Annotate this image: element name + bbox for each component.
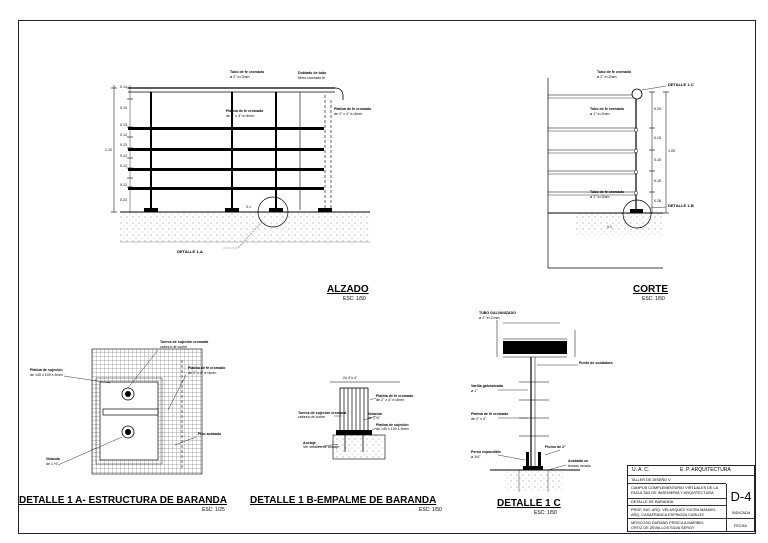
det-b-platina-suj-sublabel: de 140 x 100 x 6mm bbox=[376, 427, 409, 431]
corte-tubo3-sublabel: ø 1" e=2mm bbox=[590, 195, 610, 199]
det-b-tuerca-sublabel: cabeza de coche bbox=[298, 415, 326, 419]
det-a-tuerca-label: Tuerca de sujeción cromada bbox=[160, 340, 209, 344]
detalle-1c-title: DETALLE 1 C bbox=[497, 498, 561, 509]
alzado-platina1-label: Platina de fe cromado bbox=[226, 109, 264, 113]
corte-tubo2-sublabel: ø 1" e=2mm bbox=[590, 112, 610, 116]
det-a-platina-fe-label: Platina de fe cromado bbox=[188, 366, 226, 370]
alzado-tubo-label: Tubo de fe cromado bbox=[230, 70, 265, 74]
corte-tubo2-label: Tubo de fe cromado bbox=[590, 107, 625, 111]
detalle-1b-scale: ESC: 1/50 bbox=[419, 507, 442, 513]
corte-tubo3-label: Tubo de fe cromado bbox=[590, 190, 625, 194]
tb-header-row bbox=[628, 466, 755, 476]
corte-dim-4: 0.28 bbox=[654, 199, 661, 203]
det-b-anclaje-sublabel: Ver detalles de anclaje bbox=[303, 445, 340, 449]
corte-scale: ESC: 1/50 bbox=[642, 296, 665, 302]
alzado-level-label: 0.1 bbox=[246, 205, 251, 209]
tb-sheet-name: DETALLE DE BARANDA bbox=[631, 500, 674, 504]
alzado-platina1-sublabel: de 2" x 4" e=4mm bbox=[226, 114, 255, 118]
det-b-volada-sublabel: de 1 ½" bbox=[368, 416, 381, 420]
det-c-plomo-label: Plomo de 2" bbox=[545, 445, 566, 449]
tb-uac: U. A. C. bbox=[632, 467, 650, 473]
tb-alum-line1: MOSCOSO DURAND PRISCILA MARIBEL bbox=[631, 521, 704, 525]
det-c-varilla-sublabel: ø 1" bbox=[471, 389, 478, 393]
det-c-varilla-label: Varilla galvanizada bbox=[471, 384, 503, 388]
alzado-platina2-label: Platina de fe cromado bbox=[334, 107, 372, 111]
corte-dim-0: 0.29 bbox=[654, 107, 661, 111]
tb-alum-line2: ORTIZ DE ZEVALLOS SILVA SERGY bbox=[631, 526, 695, 530]
det-a-tuerca-sublabel: cabeza de coche bbox=[160, 345, 188, 349]
detalle-1a-drawing bbox=[58, 349, 202, 474]
tb-date: FECHA bbox=[734, 524, 747, 528]
det-b-top-label: 2o 2"x 4" bbox=[343, 376, 358, 380]
alzado-scale: ESC: 1/50 bbox=[343, 296, 366, 302]
det-c-tubo-sublabel: ø 2" e=2 mm bbox=[479, 316, 500, 320]
detalle-1c-drawing bbox=[490, 320, 580, 492]
det-a-platina-fe-sublabel: de 2" x 4" e=4mm bbox=[188, 371, 217, 375]
det-b-platina-suj-label: Platina de sujeción bbox=[376, 423, 409, 427]
tb-alumni-row bbox=[628, 519, 755, 532]
tb-school: E. P. ARQUITECTURA bbox=[680, 467, 731, 473]
det-a-volada-label: Volanda bbox=[46, 457, 60, 461]
det-b-anclaje-label: Anclaje bbox=[303, 441, 316, 445]
corte-total-dim: 1.05 bbox=[668, 149, 675, 153]
corte-dim-3: 0.15 bbox=[654, 179, 661, 183]
alzado-doblado-sublabel: fierro cromado fe bbox=[298, 76, 326, 80]
alzado-dim-2: 0.13 bbox=[120, 123, 127, 127]
detalle-1b-title: DETALLE 1 B-EMPALME DE BARANDA bbox=[250, 495, 437, 506]
det-a-volada-sublabel: de 1 ½" bbox=[46, 462, 59, 466]
det-b-tuerca-label: Tuerca de sujeción cromada bbox=[298, 411, 347, 415]
det-a-platina-suj-label: Platina de sujeción bbox=[30, 368, 63, 372]
corte-dim-1: 0.15 bbox=[654, 136, 661, 140]
tb-prof-line1: PROF. ING. ARQ. VELASQUEZ YUCRA MANUEL bbox=[631, 508, 716, 512]
det-c-tubo-label: TUBO GALVANIZADO bbox=[479, 311, 516, 315]
det-c-acabado-label: Acabado en bbox=[568, 459, 589, 463]
det-a-piso-label: Piso acabado bbox=[198, 432, 222, 436]
det-a-platina-suj-sublabel: de 140 x 100 x 6mm bbox=[30, 373, 63, 377]
det-c-punto-label: Punto de soldadura bbox=[579, 361, 613, 365]
det-c-acabado-sublabel: terrazo lavado bbox=[568, 464, 591, 468]
corte-tubo1-sublabel: ø 2" e=2mm bbox=[597, 75, 617, 79]
det-b-platina-label: Platina de fe cromado bbox=[376, 394, 414, 398]
det-b-volada-label: Volanda bbox=[368, 412, 382, 416]
alzado-dim-8: 0.23 bbox=[120, 198, 127, 202]
alzado-dim-7: 0.12 bbox=[120, 183, 127, 187]
alzado-doblado-label: Doblado de tubo bbox=[298, 71, 327, 75]
tb-scale-label: INDICADA bbox=[732, 511, 751, 515]
alzado-detalle-1a-callout: DETALLE 1-A bbox=[177, 249, 203, 254]
tb-sheet-code: D-4 bbox=[726, 484, 755, 510]
alzado-tubo-sublabel: ø 2" e=2mm bbox=[230, 75, 250, 79]
tb-taller: TALLER DE DISEÑO V bbox=[631, 478, 671, 482]
alzado-title: ALZADO bbox=[327, 284, 369, 295]
det-b-platina-sublabel: de 2" x 4" e=4mm bbox=[376, 398, 405, 402]
tb-taller-row bbox=[628, 476, 726, 484]
detalle-1c-scale: ESC: 1/50 bbox=[534, 510, 557, 516]
det-c-platina-sublabel: de 2" x 4" bbox=[471, 417, 487, 421]
alzado-total-dim: 1.10 bbox=[105, 148, 112, 152]
alzado-dim-6: 0.12 bbox=[120, 164, 127, 168]
alzado-dim-4: 0.13 bbox=[120, 143, 127, 147]
alzado-dim-3: 0.12 bbox=[120, 133, 127, 137]
alzado-platina2-sublabel: de 2" x 4" e=4mm bbox=[334, 112, 363, 116]
corte-dim-2: 0.15 bbox=[654, 158, 661, 162]
corte-level-label: 0.1 bbox=[607, 225, 612, 229]
tb-project-line1: CAMPUS COMPLEMENTARIO VIRTUALES DE LA bbox=[631, 486, 719, 490]
alzado-dim-0: 0.14 bbox=[120, 85, 127, 89]
corte-title: CORTE bbox=[633, 284, 668, 295]
alzado-dim-5: 0.12 bbox=[120, 154, 127, 158]
title-block bbox=[627, 465, 755, 532]
tb-project-line2: FACULTAD DE INGENIERIA Y ARQUITECTURA bbox=[631, 491, 714, 495]
tb-project-row bbox=[628, 484, 726, 499]
det-c-platina-label: Platina de fe cromado bbox=[471, 412, 509, 416]
detalle-1a-scale: ESC: 1/25 bbox=[202, 507, 225, 513]
corte-tubo1-label: Tubo de fe cromado bbox=[597, 70, 632, 74]
tb-sheet-row bbox=[628, 499, 726, 506]
corte-detalle-1c-callout: DETALLE 1-C bbox=[668, 82, 694, 87]
corte-detalle-1b-callout: DETALLE 1-B bbox=[668, 203, 694, 208]
detalle-1a-title: DETALLE 1 A- ESTRUCTURA DE BARANDA bbox=[19, 495, 227, 506]
det-c-perno-label: Perno expandible bbox=[471, 450, 501, 454]
tb-prof-line2: ARQ. CASAFRANCA ESPINOZA CARLOS bbox=[631, 513, 704, 517]
tb-divider bbox=[726, 506, 727, 532]
det-c-perno-sublabel: ø 3/4" bbox=[471, 455, 481, 459]
alzado-dim-1: 0.10 bbox=[120, 106, 127, 110]
